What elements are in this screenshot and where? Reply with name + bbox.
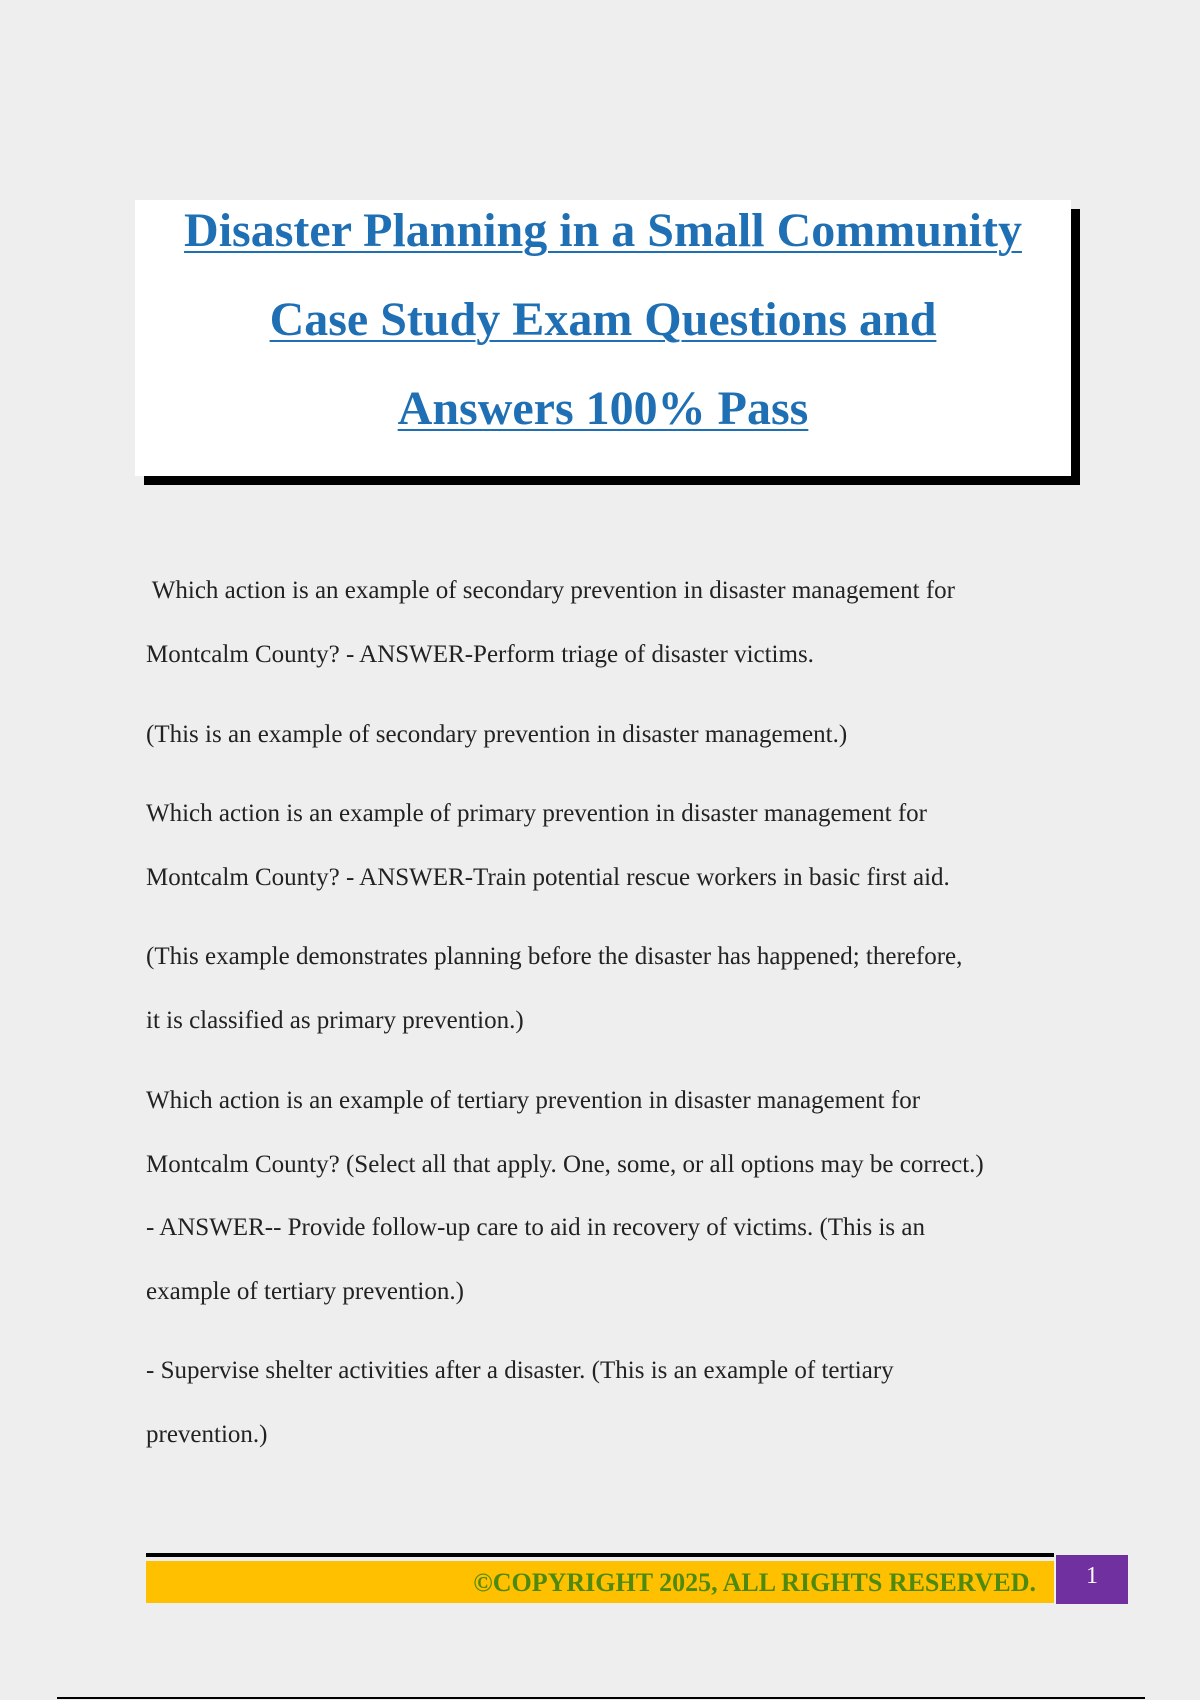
question-3-answer-2-line-2: prevention.) — [146, 1421, 268, 1448]
question-1-explanation: (This is an example of secondary prevention in disaster management.) — [146, 721, 848, 748]
footer-divider — [146, 1553, 1054, 1557]
document-title-line-1: Disaster Planning in a Small Community — [184, 204, 1022, 257]
question-3-answer-line-1: - ANSWER-- Provide follow-up care to aid in recovery of victims. (This is an — [146, 1214, 925, 1241]
question-1-line-1: Which action is an example of secondary prevention in disaster management for — [146, 577, 955, 604]
document-title-line-2: Case Study Exam Questions and — [269, 293, 937, 346]
document-title-box — [135, 200, 1071, 476]
question-2-line-2: Montcalm County? - ANSWER-Train potential rescue workers in basic first aid. — [146, 864, 950, 891]
question-3-answer-line-2: example of tertiary prevention.) — [146, 1278, 464, 1305]
question-3-line-2: Montcalm County? (Select all that apply. One, some, or all options may be correct.) — [146, 1151, 984, 1178]
question-2-explanation-line-1: (This example demonstrates planning before the disaster has happened; therefore, — [146, 943, 963, 970]
document-title-line-3: Answers 100% Pass — [397, 382, 809, 435]
copyright-notice: ©COPYRIGHT 2025, ALL RIGHTS RESERVED. — [473, 1568, 1036, 1597]
page-bottom-divider — [57, 1697, 1145, 1699]
question-1-line-2: Montcalm County? - ANSWER-Perform triage of disaster victims. — [146, 641, 814, 668]
page-number: 1 — [1056, 1555, 1128, 1604]
question-3-answer-2-line-1: - Supervise shelter activities after a disaster. (This is an example of tertiary — [146, 1357, 894, 1384]
footer-bar — [146, 1561, 1054, 1603]
question-2-explanation-line-2: it is classified as primary prevention.) — [146, 1007, 524, 1034]
question-3-line-1: Which action is an example of tertiary prevention in disaster management for — [146, 1087, 921, 1114]
question-2-line-1: Which action is an example of primary prevention in disaster management for — [146, 800, 927, 827]
